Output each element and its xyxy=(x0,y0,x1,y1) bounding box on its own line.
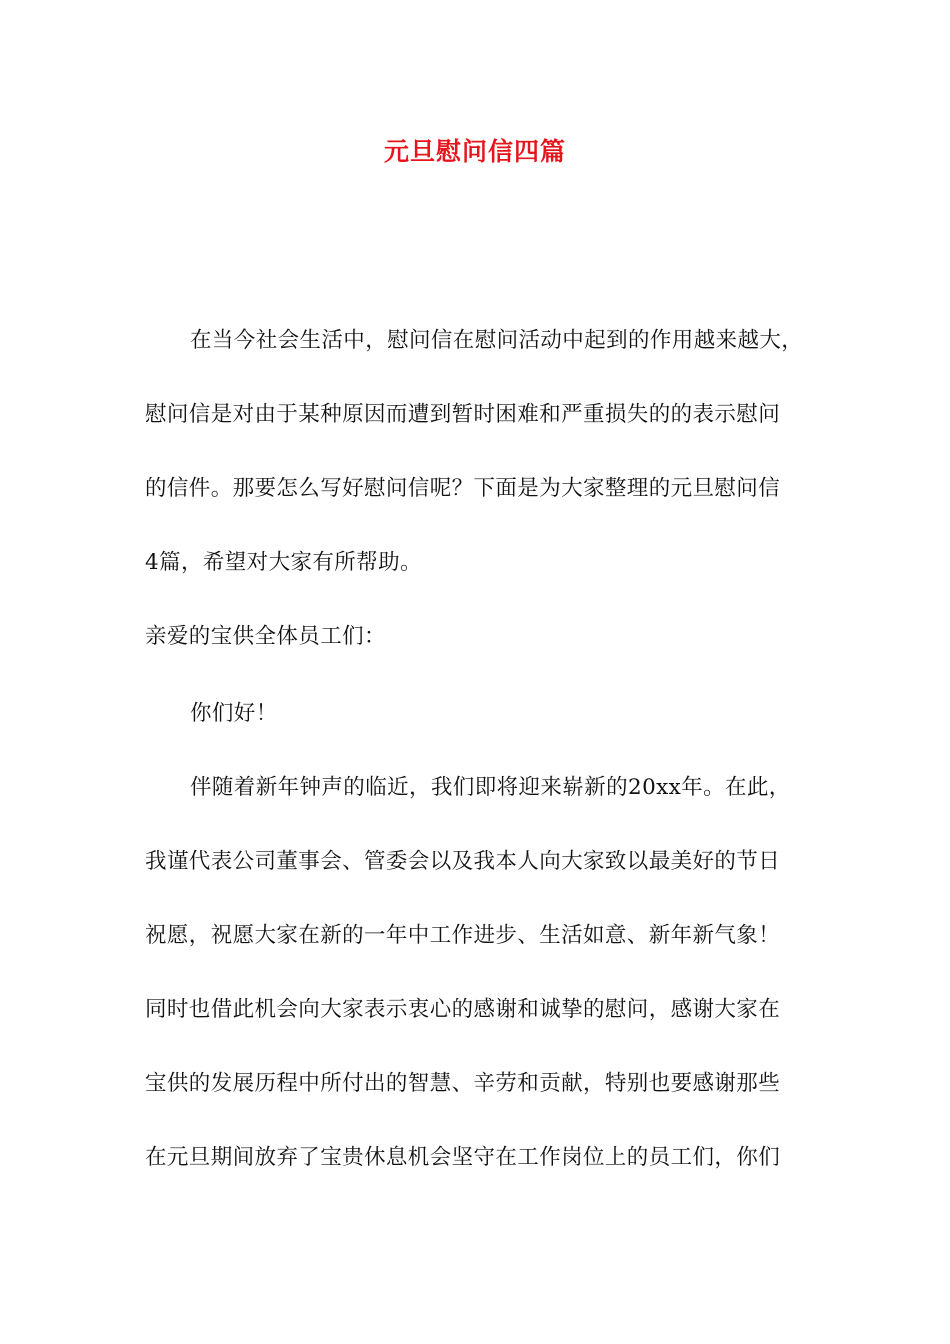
paragraph-line: 在元旦期间放弃了宝贵休息机会坚守在工作岗位上的员工们，你们 xyxy=(145,1145,781,1170)
paragraph-line: 祝愿，祝愿大家在新的一年中工作进步、生活如意、新年新气象！ xyxy=(145,923,781,948)
document-title: 元旦慰问信四篇 xyxy=(383,137,566,166)
paragraph-line: 我谨代表公司董事会、管委会以及我本人向大家致以最美好的节日 xyxy=(145,849,781,874)
paragraph-line: 的信件。那要怎么写好慰问信呢？下面是为大家整理的元旦慰问信 xyxy=(145,476,781,501)
paragraph-line: 在当今社会生活中，慰问信在慰问活动中起到的作用越来越大， xyxy=(190,328,804,353)
greeting-line: 你们好！ xyxy=(190,701,278,726)
paragraph-line: 慰问信是对由于某种原因而遭到暂时困难和严重损失的的表示慰问 xyxy=(145,402,781,427)
paragraph-line: 宝供的发展历程中所付出的智慧、辛劳和贡献，特别也要感谢那些 xyxy=(145,1071,781,1096)
paragraph-line: 伴随着新年钟声的临近，我们即将迎来崭新的20xx年。在此， xyxy=(190,775,791,800)
paragraph-line: 4篇，希望对大家有所帮助。 xyxy=(145,550,422,575)
salutation-line: 亲爱的宝供全体员工们： xyxy=(145,624,386,649)
paragraph-line: 同时也借此机会向大家表示衷心的感谢和诚挚的慰问，感谢大家在 xyxy=(145,997,781,1022)
